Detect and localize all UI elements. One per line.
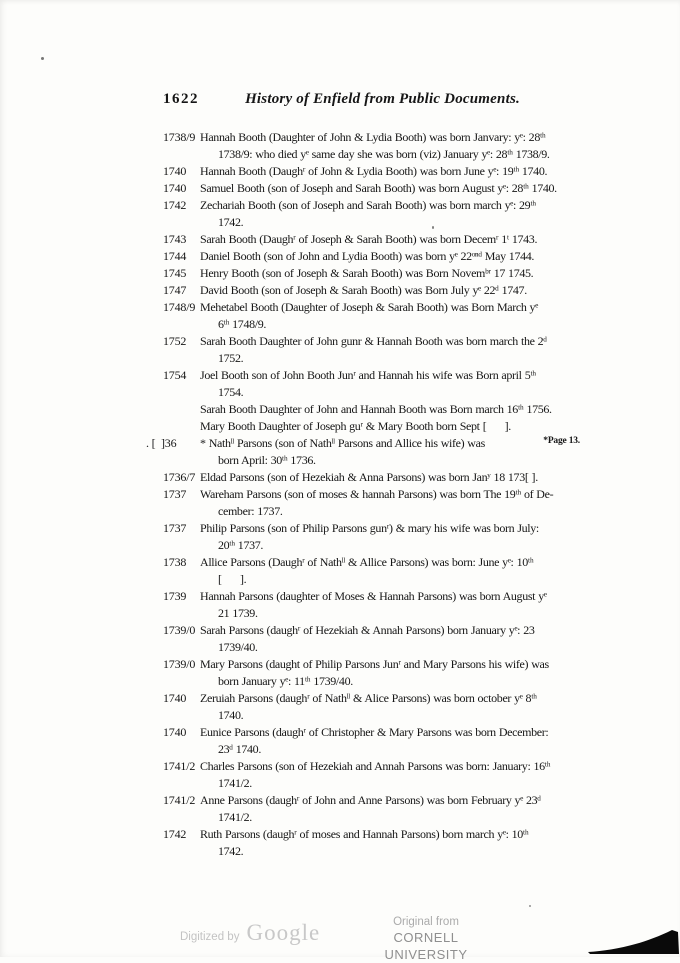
digitized-by-label: Digitized by (180, 931, 240, 943)
entry-line: Zeruiah Parsons (daughʳ of Nathˡˡ & Alice Parsons) was born october yᵉ 8ᵗʰ (200, 691, 537, 705)
entry-year: 1738/9 (163, 130, 196, 144)
entry-line: 23ᵈ 1740. (218, 742, 261, 756)
original-from-label: Original from (393, 916, 459, 928)
register-entry (163, 588, 566, 622)
entry-year: 1740 (163, 181, 187, 195)
entry-year: 1736/7 (163, 470, 196, 484)
margin-note: *Page 13. (543, 436, 580, 446)
register-entry (163, 197, 566, 231)
entry-line: Ruth Parsons (daughʳ of moses and Hannah Parsons) born march yᵉ: 10ᵗʰ (200, 827, 529, 841)
register-entry (163, 418, 566, 435)
entry-line: 1739/40. (218, 640, 258, 654)
entry-year: 1738 (163, 555, 187, 569)
footer-original (356, 915, 496, 963)
entry-text (200, 656, 566, 690)
entry-text (200, 248, 566, 265)
register-entry (163, 282, 566, 299)
entry-text (200, 724, 566, 758)
entry-line: Allice Parsons (Daughʳ of Nathˡˡ & Allice Parsons) was born: June yᵉ: 10ᵗʰ (200, 555, 534, 569)
entry-text (200, 418, 566, 435)
entry-text (200, 758, 566, 792)
entry-line: Sarah Booth Daughter of John and Hannah Booth was Born march 16ᵗʰ 1756. (200, 402, 552, 416)
register-entry (163, 265, 566, 282)
running-title: History of Enfield from Public Documents. (245, 91, 520, 107)
entry-text (200, 299, 566, 333)
entry-text (200, 690, 566, 724)
entry-year: 1740 (163, 725, 187, 739)
google-logo: Google (246, 920, 321, 945)
register-entry (163, 231, 566, 248)
entry-text (200, 282, 566, 299)
page-header (163, 90, 566, 108)
entry-line: Mehetabel Booth (Daughter of Joseph & Sarah Booth) was Born March yᵉ (200, 300, 538, 314)
entry-line: Zechariah Booth (son of Joseph and Sarah Booth) was born march yᵉ: 29ᵗʰ (200, 198, 536, 212)
entry-text (200, 231, 566, 248)
institution-label: CORNELL UNIVERSITY (384, 930, 468, 962)
entry-line: Eldad Parsons (son of Hezekiah & Anna Parsons) was born Janʸ 18 173[ ]. (200, 470, 538, 484)
entry-text (200, 588, 566, 622)
entry-text (200, 520, 566, 554)
entry-year: 1742 (163, 198, 187, 212)
register-entry (163, 180, 566, 197)
entry-text (200, 265, 566, 282)
register-entry (163, 656, 566, 690)
entry-line: Daniel Booth (son of John and Lydia Booth) was born yᵉ 22ᵒⁿᵈ May 1744. (200, 249, 535, 263)
register-entry (163, 826, 566, 860)
register-entry (146, 435, 580, 469)
entry-line: 20ᵗʰ 1737. (218, 538, 264, 552)
register-entry (163, 163, 566, 180)
entry-line: 1740. (218, 708, 244, 722)
entry-year: 1741/2 (163, 759, 196, 773)
entry-text (200, 469, 566, 486)
entry-line: Eunice Parsons (daughʳ of Christopher & Mary Parsons was born December: (200, 725, 549, 739)
entry-text (200, 180, 566, 197)
entry-line: 6ᵗʰ 1748/9. (218, 317, 267, 331)
register-entry (163, 469, 566, 486)
entry-line: David Booth (son of Joseph & Sarah Booth) was Born July yᵉ 22ᵈ 1747. (200, 283, 527, 297)
entry-year: 1743 (163, 232, 187, 246)
entry-line: * Nathˡˡ Parsons (son of Nathˡˡ Parsons and Allice his wife) was (200, 436, 485, 450)
entry-line: 1741/2. (218, 810, 252, 824)
entry-year: 1739/0 (163, 623, 196, 637)
entry-line: Hannah Booth (Daughʳ of John & Lydia Booth) was born June yᵉ: 19ᵗʰ 1740. (200, 164, 548, 178)
entry-line: Wareham Parsons (son of moses & hannah Parsons) was born The 19ᵗʰ of De- (200, 487, 554, 501)
entry-line: Sarah Booth (Daughʳ of Joseph & Sarah Booth) was born Decemʳ 1ᵗ 1743. (200, 232, 538, 246)
entry-text (200, 367, 566, 401)
register-entry (163, 299, 566, 333)
entry-year: . [ ]36 (146, 436, 177, 450)
page-number: 1622 (163, 91, 199, 107)
entry-line: Sarah Parsons (daughʳ of Hezekiah & Annah Parsons) born January yᵉ: 23 (200, 623, 535, 637)
entry-text (200, 401, 566, 418)
register-entry (163, 554, 566, 588)
register-entry (163, 333, 566, 367)
register-entry (163, 758, 566, 792)
entry-year: 1747 (163, 283, 187, 297)
entry-year: 1739 (163, 589, 187, 603)
entry-line: Hannah Parsons (daughter of Moses & Hannah Parsons) was born August yᵉ (200, 589, 547, 603)
entry-line: born April: 30ᵗʰ 1736. (218, 453, 316, 467)
entry-year: 1744 (163, 249, 187, 263)
register-entry (163, 367, 566, 401)
entry-year: 1739/0 (163, 657, 196, 671)
entry-text (200, 333, 566, 367)
register-entry (163, 690, 566, 724)
entry-line: cember: 1737. (218, 504, 283, 518)
entry-line: 1752. (218, 351, 244, 365)
entry-text (200, 197, 566, 231)
entry-line: Joel Booth son of John Booth Junʳ and Hannah his wife was Born april 5ᵗʰ (200, 368, 536, 382)
entry-line: Henry Booth (son of Joseph & Sarah Booth) was Born Novemᵇʳ 17 1745. (200, 266, 534, 280)
register-entry (163, 401, 566, 418)
entry-text (200, 435, 566, 469)
entry-line: Hannah Booth (Daughter of John & Lydia Booth) was born Janvary: yᵉ: 28ᵗʰ (200, 130, 546, 144)
register-entry (163, 129, 566, 163)
entry-text (200, 554, 566, 588)
entry-year: 1752 (163, 334, 187, 348)
entry-list (146, 129, 580, 860)
entry-line: 1738/9: who died yᵉ same day she was born (viz) January yᵉ: 28ᵗʰ 1738/9. (218, 147, 550, 161)
entry-line: Mary Booth Daughter of Joseph guʳ & Mary Booth born Sept [ ]. (200, 419, 511, 433)
entry-line: Samuel Booth (son of Joseph and Sarah Booth) was born August yᵉ: 28ᵗʰ 1740. (200, 181, 557, 195)
register-entry (163, 724, 566, 758)
register-entry (163, 792, 566, 826)
entry-line: born January yᵉ: 11ᵗʰ 1739/40. (218, 674, 353, 688)
register-entry (163, 520, 566, 554)
entry-line: Philip Parsons (son of Philip Parsons gunʳ) & mary his wife was born July: (200, 521, 539, 535)
entry-line: 1754. (218, 385, 244, 399)
entry-text (200, 622, 566, 656)
entry-year: 1754 (163, 368, 187, 382)
entry-line: Charles Parsons (son of Hezekiah and Annah Parsons was born: January: 16ᵗʰ (200, 759, 551, 773)
entry-year: 1737 (163, 487, 187, 501)
page-content (146, 90, 580, 860)
entry-year: 1740 (163, 691, 187, 705)
entry-year: 1742 (163, 827, 187, 841)
entry-line: Mary Parsons (daught of Philip Parsons Junʳ and Mary Parsons his wife) was (200, 657, 549, 671)
entry-year: 1745 (163, 266, 187, 280)
footer-digitized (180, 920, 320, 946)
entry-year: 1737 (163, 521, 187, 535)
scan-speck (529, 905, 531, 907)
page-curl-shadow (588, 927, 680, 957)
entry-text (200, 792, 566, 826)
entry-line: [ ]. (218, 572, 247, 586)
entry-line: 1741/2. (218, 776, 252, 790)
entry-line: 21 1739. (218, 606, 258, 620)
entry-text (200, 826, 566, 860)
entry-year: 1740 (163, 164, 187, 178)
entry-text (200, 129, 566, 163)
register-entry (163, 486, 566, 520)
entry-line: Sarah Booth Daughter of John gunr & Hannah Booth was born march the 2ᵈ (200, 334, 547, 348)
entry-text (200, 163, 566, 180)
entry-text (200, 486, 566, 520)
scan-speck (41, 57, 44, 60)
entry-line: Anne Parsons (daughʳ of John and Anne Parsons) was born February yᵉ 23ᵈ (200, 793, 541, 807)
entry-line: 1742. (218, 844, 244, 858)
entry-year: 1741/2 (163, 793, 196, 807)
register-entry (163, 248, 566, 265)
entry-year: 1748/9 (163, 300, 196, 314)
entry-line: 1742. (218, 215, 244, 229)
register-entry (163, 622, 566, 656)
